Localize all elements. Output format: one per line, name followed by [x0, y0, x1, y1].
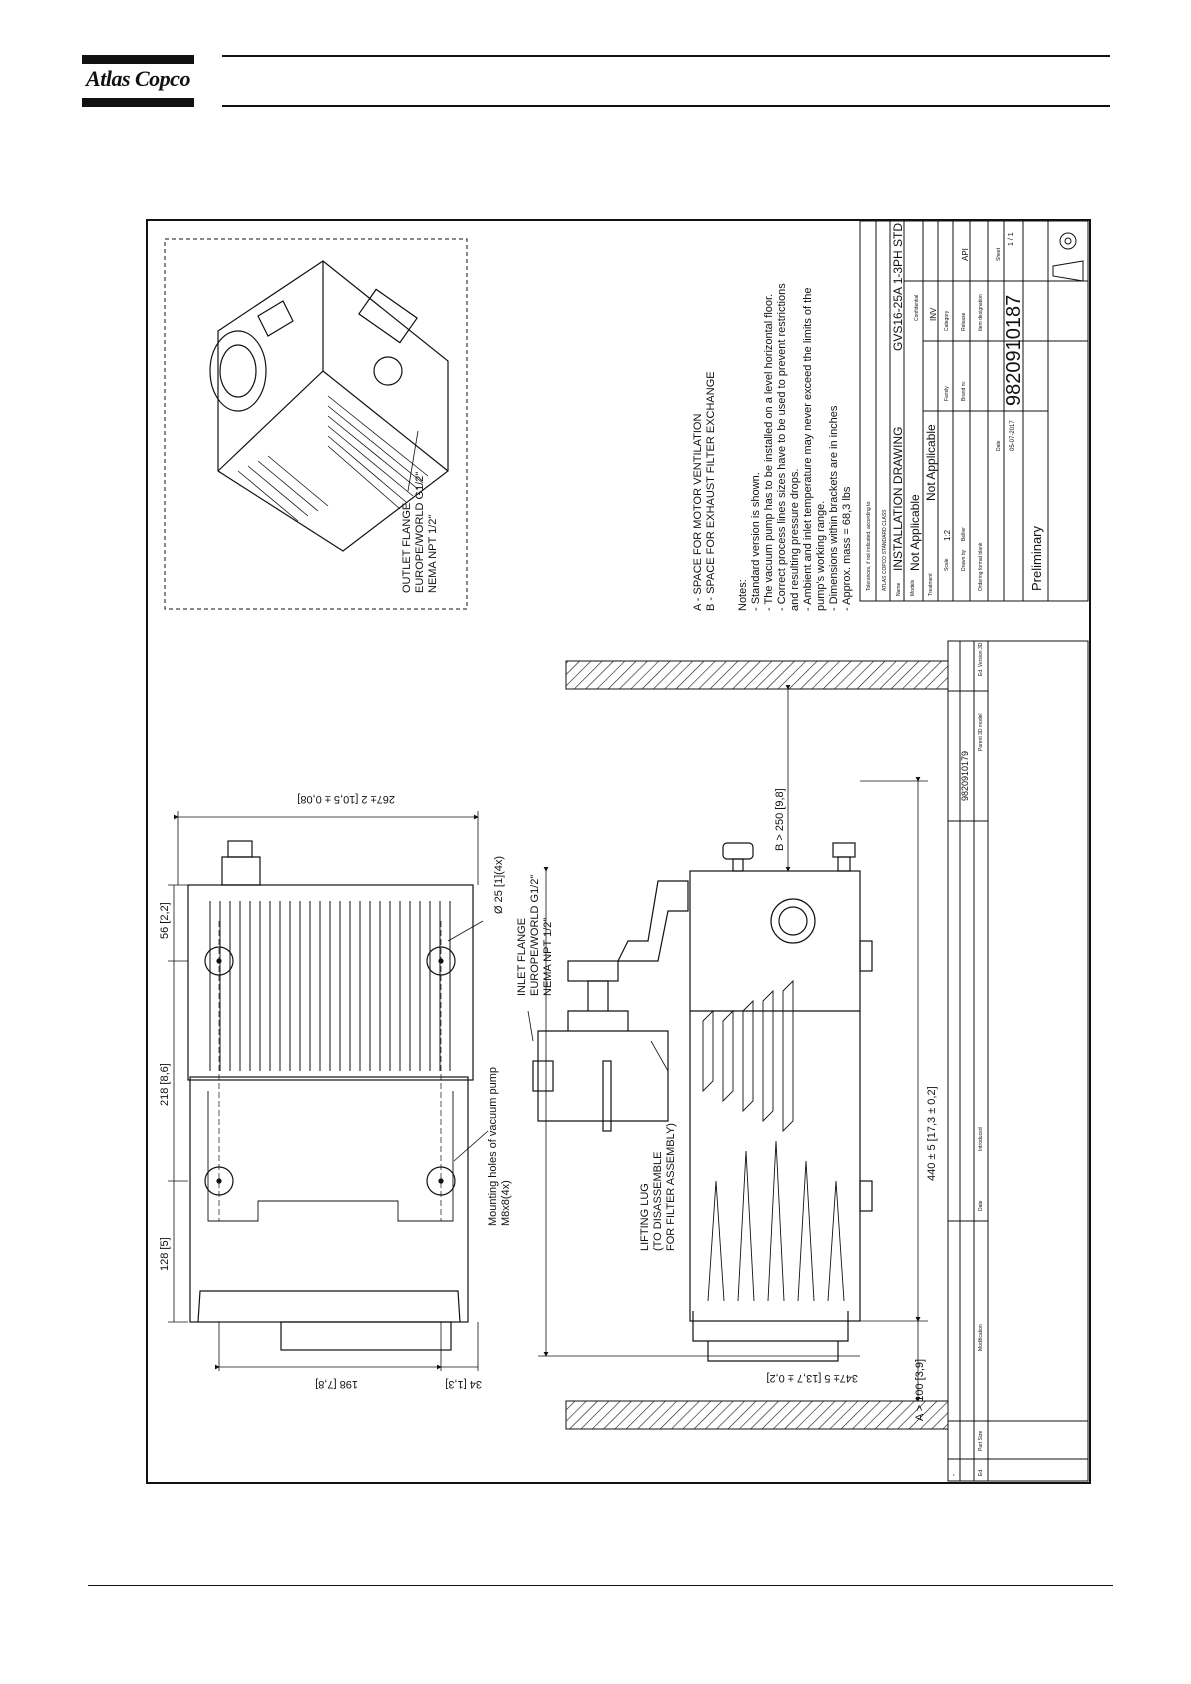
legend-b: B - SPACE FOR EXHAUST FILTER EXCHANGE	[705, 371, 717, 611]
top-view-dimensions	[168, 811, 488, 1371]
tb-brand-no: Brand nr.	[961, 380, 967, 401]
mounting-line-2: M8x8(4x)	[500, 1180, 512, 1226]
tb-category: INV	[929, 307, 938, 321]
legend-a: A - SPACE FOR MOTOR VENTILATION	[692, 413, 704, 611]
tb-date-label: Date	[996, 440, 1002, 451]
header-rule-bottom	[222, 105, 1110, 107]
tb-ref-number: 9820910179	[960, 750, 970, 801]
dim-218: 218 [8,6]	[159, 1063, 171, 1106]
space-legend	[692, 371, 717, 611]
note-1: - Standard version is shown.	[750, 472, 762, 611]
dim-267: 267± 2 [10,5 ± 0,08]	[297, 793, 395, 805]
outlet-line-3: NEMA NPT 1/2"	[427, 514, 439, 593]
tb-family-label: Family	[944, 386, 950, 401]
outlet-line-2: EUROPE/WORLD G1/2"	[414, 471, 426, 593]
dim-56: 56 [2,2]	[159, 902, 171, 939]
note-2: - The vacuum pump has to be installed on a level horizontal floor.	[763, 293, 775, 611]
tb-scale-label: Scale	[944, 558, 950, 571]
note-5: - Ambient and inlet temperature may never exceed the limits of the	[802, 287, 814, 611]
inlet-line-3: NEMA NPT 1/2"	[542, 917, 554, 996]
atlas-copco-logo	[82, 55, 194, 107]
tb-models-label: Models	[910, 579, 916, 596]
tb-rev-date: Date	[978, 1200, 984, 1211]
outlet-flange-label	[401, 472, 439, 593]
hole-callout: Ø 25 [1](4x)	[493, 855, 505, 914]
title-block	[860, 221, 1088, 1481]
side-view-pump	[533, 843, 872, 1361]
tb-product: GVS16-25A 1-3PH STD	[891, 222, 905, 351]
lug-line-1: LIFTING LUG	[639, 1183, 651, 1251]
header-rule-top	[222, 55, 1110, 57]
note-4: and resulting pressure drops.	[789, 468, 801, 611]
mounting-line-1: Mounting holes of vacuum pump	[487, 1067, 499, 1226]
top-view-pump	[188, 841, 473, 1350]
tb-sheet-label: Sheet	[996, 247, 1002, 261]
wall-top	[566, 661, 948, 689]
tb-category-label: Category	[944, 310, 950, 331]
tb-date: 05-07-2017	[1010, 420, 1016, 451]
footer-rule	[88, 1585, 1113, 1586]
tb-doc-number: 9820910187	[1003, 294, 1025, 406]
tb-scale: 1:2	[943, 529, 952, 541]
tb-design-label: Item designation	[978, 294, 984, 331]
tb-rev-mod: Modification	[978, 1324, 984, 1351]
tb-name-label: Name	[896, 582, 902, 596]
inlet-line-1: INLET FLANGE	[516, 917, 528, 996]
tb-standard: ATLAS COPCO STANDARD CLASS	[882, 509, 888, 591]
tb-drawn: Bellier	[961, 527, 967, 541]
note-7: - Dimensions within brackets are in inches	[828, 405, 840, 611]
tb-release-label: Release	[961, 312, 967, 331]
logo-text: Atlas Copco	[86, 66, 190, 91]
lifting-lug-label	[639, 1123, 677, 1251]
tb-rev-size: Part Size	[978, 1430, 984, 1451]
dim-198: 198 [7,8]	[315, 1378, 358, 1390]
dim-128: 128 [5]	[159, 1237, 171, 1271]
tb-models: Not Applicable	[908, 494, 922, 571]
inlet-line-2: EUROPE/WORLD G1/2"	[529, 874, 541, 996]
tb-rev-row: -	[951, 1473, 958, 1476]
inlet-flange-label	[516, 875, 554, 996]
projection-symbol-icon	[1053, 233, 1083, 281]
dim-34: 34 [1,3]	[445, 1378, 482, 1390]
tb-drawn-label: Drawn by	[961, 549, 967, 571]
notes-title: Notes:	[737, 579, 749, 611]
tb-release: API	[961, 248, 970, 261]
side-view-dimensions	[528, 689, 928, 1401]
drawing-sheet	[146, 219, 1091, 1484]
mounting-holes-label	[487, 1067, 512, 1226]
tb-treatment: Not Applicable	[924, 424, 938, 501]
wall-bottom	[566, 1401, 948, 1429]
tb-parent: Parent 3D model	[978, 713, 984, 751]
note-6: pump's working range.	[815, 500, 827, 611]
tb-rev-introduced: Introduced	[978, 1127, 984, 1151]
dim-440: 440 ± 5 [17,3 ± 0,2]	[926, 1086, 938, 1181]
tb-status: Preliminary	[1029, 525, 1044, 591]
lug-line-2: (TO DISASSEMBLE	[652, 1151, 664, 1251]
tb-tolerances: Tolerances, if not indicated, according to:	[866, 500, 872, 591]
outlet-line-1: OUTLET FLANGE	[401, 502, 413, 593]
notes-block	[737, 283, 853, 611]
lug-line-3: FOR FILTER ASSEMBLY)	[665, 1123, 677, 1251]
dim-a: A > 100 [3,9]	[914, 1358, 926, 1421]
installation-drawing	[148, 221, 1089, 1482]
note-8: - Approx. mass = 68,3 lbs	[841, 486, 853, 611]
tb-ordering-label: Ordering format blank	[978, 542, 984, 591]
tb-ed-label: Ed. Version 3D	[978, 642, 984, 676]
tb-title: INSTALLATION DRAWING	[891, 426, 905, 571]
tb-sheet: 1 / 1	[1008, 232, 1015, 246]
dim-b: B > 250 [9,8]	[774, 788, 786, 851]
note-3: - Correct process lines sizes have to be used to prevent restrictions	[776, 283, 788, 611]
tb-rev-ed: Ed.	[978, 1468, 984, 1476]
tb-treatment-label: Treatment	[928, 573, 934, 596]
tb-confidential: Confidential	[914, 294, 920, 321]
dim-347: 347± 5 [13,7 ± 0,2]	[766, 1372, 858, 1384]
